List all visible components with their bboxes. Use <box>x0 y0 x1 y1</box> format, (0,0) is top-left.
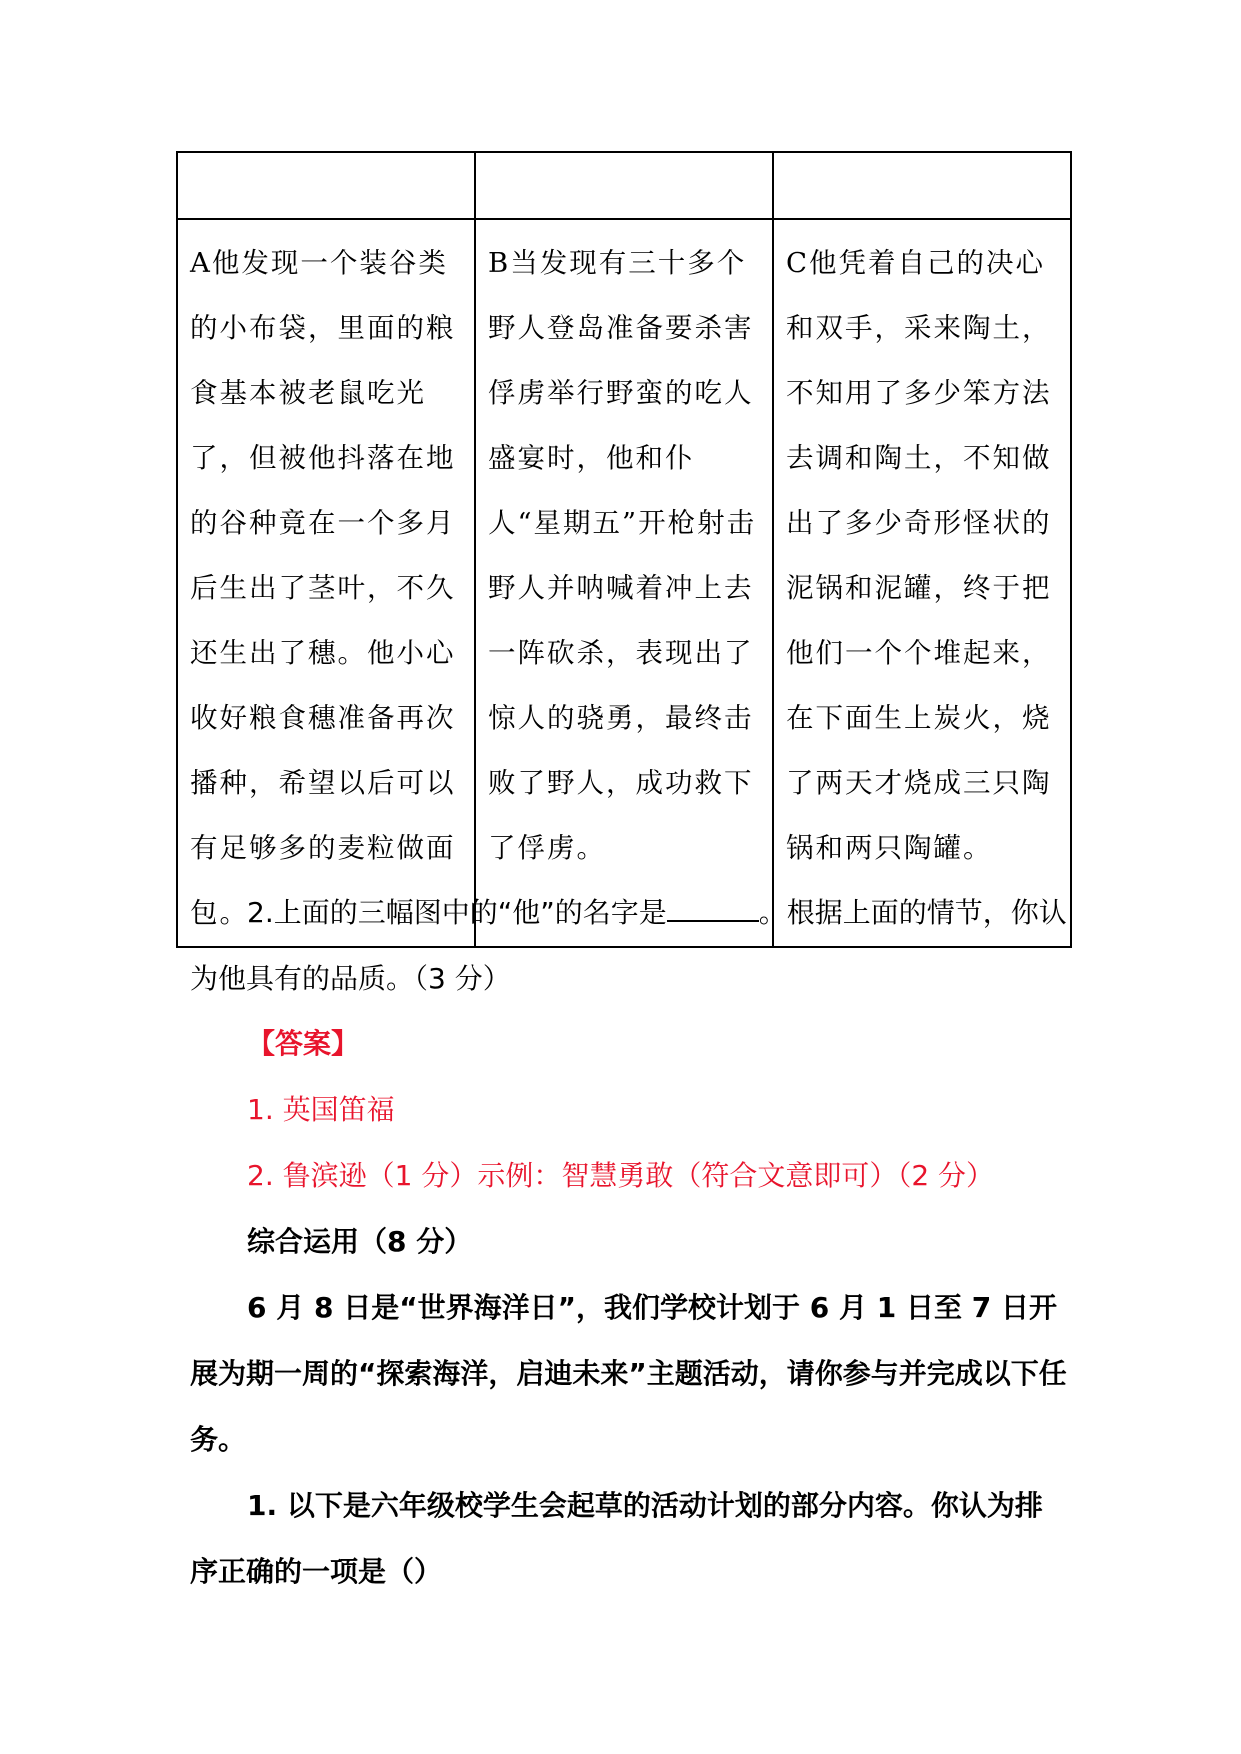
story-scenes-table <box>176 151 1072 948</box>
question-1: 1. 以下是六年级校学生会起草的活动计划的部分内容。你认为排序正确的一项是（） <box>190 1489 1043 1588</box>
answer-line-1: 1. 英国笛福 <box>247 1093 395 1126</box>
answer-line-2: 2. 鲁滨逊（1 分）示例：智慧勇敢（符合文意即可）（2 分） <box>247 1159 995 1192</box>
scene-a-text: A他发现一个装谷类的小布袋，里面的粮食基本被老鼠吃光了，但被他抖落在地的谷种竟在一个多月后生出了茎叶，不久还生出了穗。他小心收好粮食穗准备再次播种，希望以后可以有足够多的麦粒做面包。 <box>177 219 475 947</box>
section-title: 综合运用（8 分） <box>247 1225 473 1258</box>
question-2-before: 2.上面的三幅图中的“他”的名字是 <box>247 896 667 929</box>
answer-heading: 【答案】 <box>247 1027 360 1060</box>
scene-b-text: B当发现有三十多个野人登岛准备要杀害俘虏举行野蛮的吃人盛宴时，他和仆人“星期五”开枪射击野人并呐喊着冲上去一阵砍杀，表现出了惊人的骁勇，最终击败了野人，成功救下了俘虏。 <box>475 219 773 947</box>
answer-blank <box>667 896 759 922</box>
image-cell-b <box>475 152 773 219</box>
text-row <box>177 219 1071 947</box>
scene-c-text: C他凭着自己的决心和双手，采来陶土，不知用了多少笨方法去调和陶土，不知做出了多少奇形怪状的泥锅和泥罐，终于把他们一个个堆起来，在下面生上炭火，烧了两天才烧成三只陶锅和两只陶罐。 <box>773 219 1071 947</box>
question-2 <box>190 880 1070 1012</box>
section-intro: 6 月 8 日是“世界海洋日”，我们学校计划于 6 月 1 日至 7 日开展为期一周的“探索海洋，启迪未来”主题活动，请你参与并完成以下任务。 <box>190 1291 1067 1456</box>
image-row <box>177 152 1071 219</box>
image-cell-a <box>177 152 475 219</box>
image-cell-c <box>773 152 1071 219</box>
question-2-after: 。根据上面的情节，你认为他具有的品质。（3 分） <box>190 896 1067 995</box>
